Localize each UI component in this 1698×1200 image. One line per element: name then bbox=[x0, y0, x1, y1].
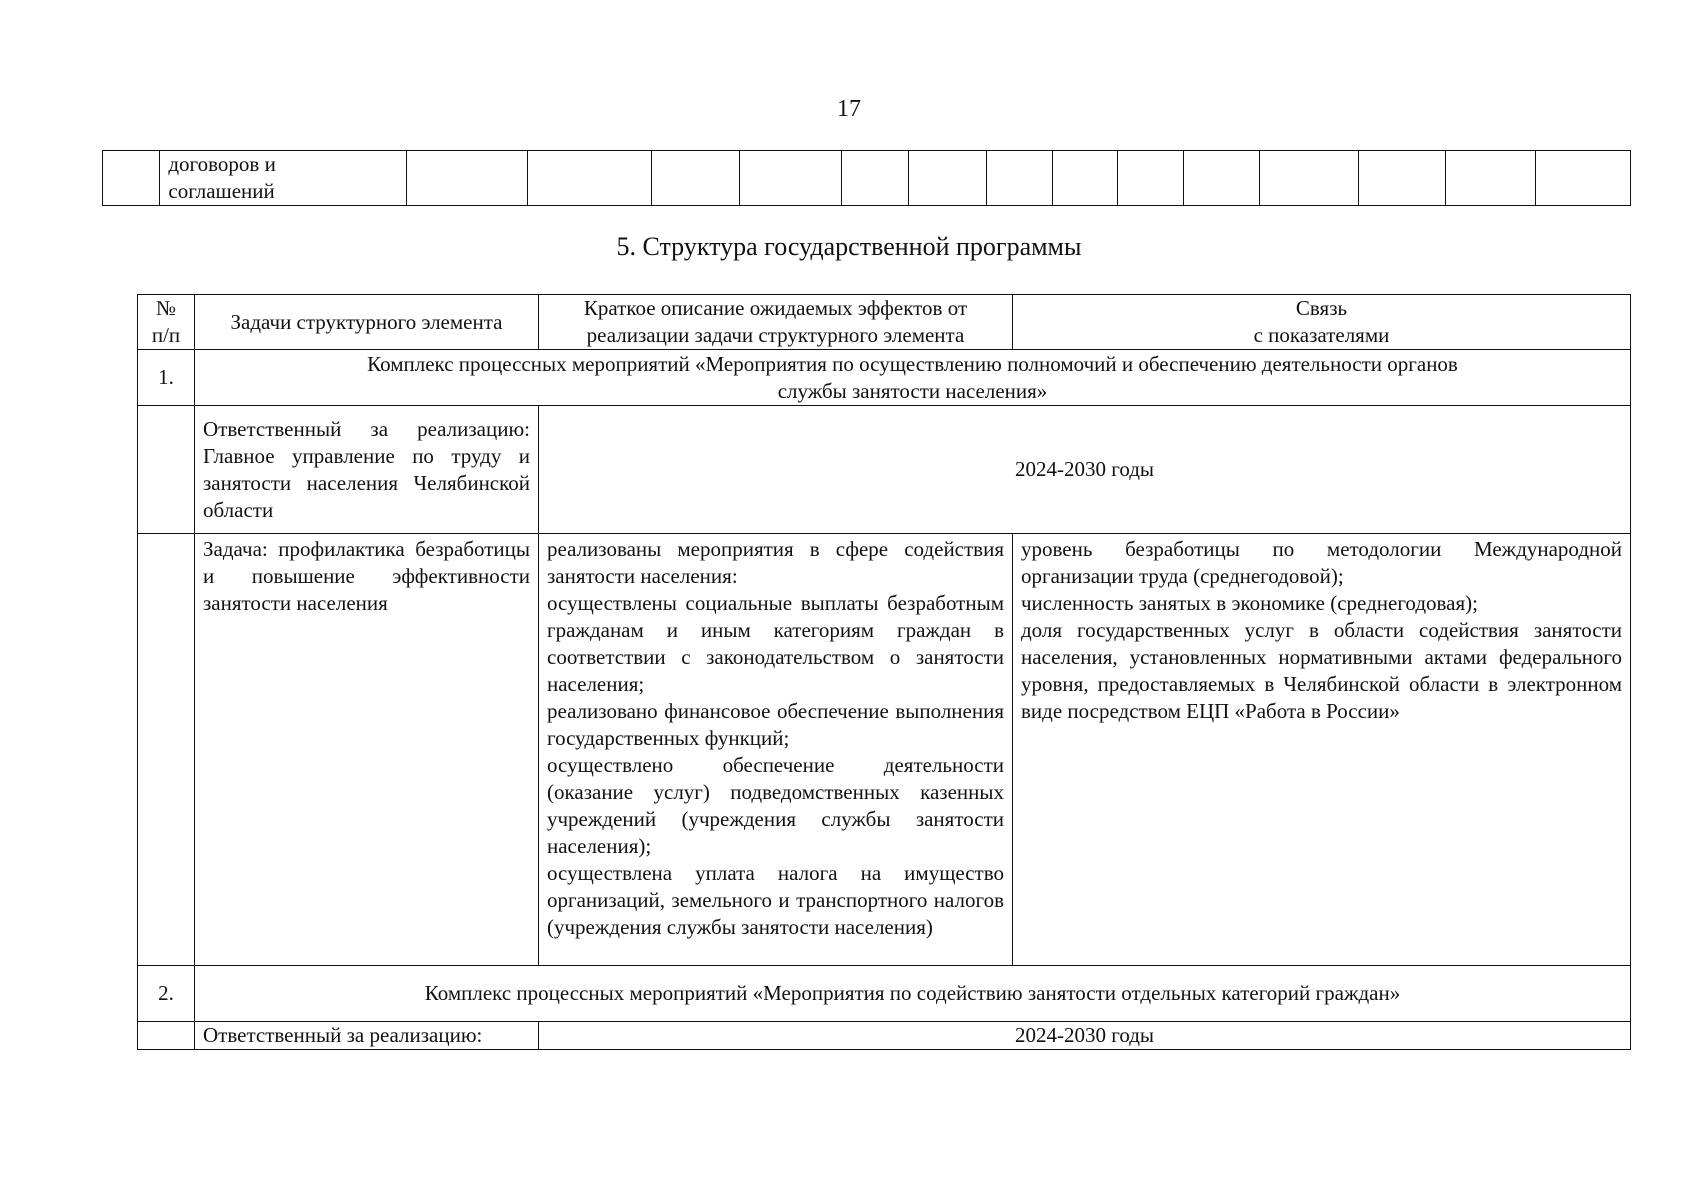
section1-title-line: Комплекс процессных мероприятий «Мероприятия по осуществлению полномочий и обеспечению деятельности органов bbox=[367, 351, 1458, 376]
header-link-line: с показателями bbox=[1253, 323, 1390, 347]
table-cell bbox=[740, 151, 842, 206]
header-effects-line: реализации задачи структурного элемента bbox=[586, 323, 965, 347]
indicator-item: доля государственных услуг в области содействия занятости населения, установленных нормативными актами федерального уровня, предоставляемых в Челябинской области в электронном виде посредством ЕЦП «Работа в России» bbox=[1021, 618, 1622, 723]
table-cell bbox=[1117, 151, 1183, 206]
section1-indicators bbox=[1013, 534, 1631, 966]
section1-title bbox=[195, 350, 1631, 406]
header-num-line: п/п bbox=[151, 323, 181, 347]
cell-text-line: соглашений bbox=[168, 179, 275, 203]
table-cell bbox=[986, 151, 1052, 206]
page-number: 17 bbox=[837, 96, 861, 122]
section1-period: 2024-2030 годы bbox=[539, 406, 1631, 534]
section1-task-row bbox=[138, 534, 1631, 966]
section2-title: Комплекс процессных мероприятий «Мероприятия по содействию занятости отдельных категорий граждан» bbox=[195, 966, 1631, 1022]
section1-title-line: службы занятости населения» bbox=[777, 378, 1048, 403]
program-structure-table bbox=[137, 294, 1631, 1050]
section2-num: 2. bbox=[138, 966, 195, 1022]
section1-row bbox=[138, 350, 1631, 406]
table-cell bbox=[1053, 151, 1117, 206]
table-cell bbox=[138, 534, 195, 966]
table-cell bbox=[1260, 151, 1359, 206]
section2-row bbox=[138, 966, 1631, 1022]
header-link-line: Связь bbox=[1295, 296, 1348, 320]
header-link bbox=[1013, 295, 1631, 350]
table-cell bbox=[406, 151, 527, 206]
cell-text-line: договоров и bbox=[168, 152, 276, 176]
section2-responsible: Ответственный за реализацию: bbox=[195, 1022, 539, 1050]
indicator-item: численность занятых в экономике (среднегодовая); bbox=[1021, 591, 1478, 615]
section1-task: Задача: профилактика безработицы и повышение эффективности занятости населения bbox=[195, 534, 539, 966]
header-tasks: Задачи структурного элемента bbox=[195, 295, 539, 350]
header-num-line: № bbox=[155, 296, 177, 320]
section-title: 5. Структура государственной программы bbox=[616, 232, 1082, 261]
effect-item: осуществлены социальные выплаты безработным гражданам и иным категориям граждан в соответствии с законодательством о занятости населения; bbox=[547, 591, 1004, 696]
section1-num: 1. bbox=[138, 350, 195, 406]
table-cell bbox=[138, 406, 195, 534]
table-cell bbox=[651, 151, 740, 206]
effect-item: реализованы мероприятия в сфере содействия занятости населения: bbox=[547, 537, 1004, 588]
effect-item: реализовано финансовое обеспечение выполнения государственных функций; bbox=[547, 699, 1004, 750]
table-cell bbox=[103, 151, 160, 206]
table-row bbox=[103, 151, 1631, 206]
header-effects-line: Краткое описание ожидаемых эффектов от bbox=[583, 296, 968, 320]
header-num bbox=[138, 295, 195, 350]
header-effects bbox=[539, 295, 1013, 350]
section1-responsible-row bbox=[138, 406, 1631, 534]
continued-table bbox=[102, 150, 1631, 206]
header-row bbox=[138, 295, 1631, 350]
table-cell bbox=[527, 151, 651, 206]
table-cell bbox=[1536, 151, 1631, 206]
table-cell bbox=[909, 151, 987, 206]
section2-period: 2024-2030 годы bbox=[539, 1022, 1631, 1050]
table-cell bbox=[1359, 151, 1446, 206]
table-cell bbox=[1183, 151, 1260, 206]
section1-effects bbox=[539, 534, 1013, 966]
table-cell bbox=[138, 1022, 195, 1050]
section1-responsible: Ответственный за реализацию: Главное управление по труду и занятости населения Челябинской области bbox=[195, 406, 539, 534]
table-cell bbox=[1445, 151, 1536, 206]
indicator-item: уровень безработицы по методологии Международной организации труда (среднегодовой); bbox=[1021, 537, 1622, 588]
section2-responsible-row bbox=[138, 1022, 1631, 1050]
effect-item: осуществлена уплата налога на имущество организаций, земельного и транспортного налогов (учреждения службы занятости населения) bbox=[547, 861, 1004, 939]
effect-item: осуществлено обеспечение деятельности (оказание услуг) подведомственных казенных учреждений (учреждения службы занятости населения); bbox=[547, 753, 1004, 858]
table-cell bbox=[160, 151, 407, 206]
table-cell bbox=[841, 151, 908, 206]
